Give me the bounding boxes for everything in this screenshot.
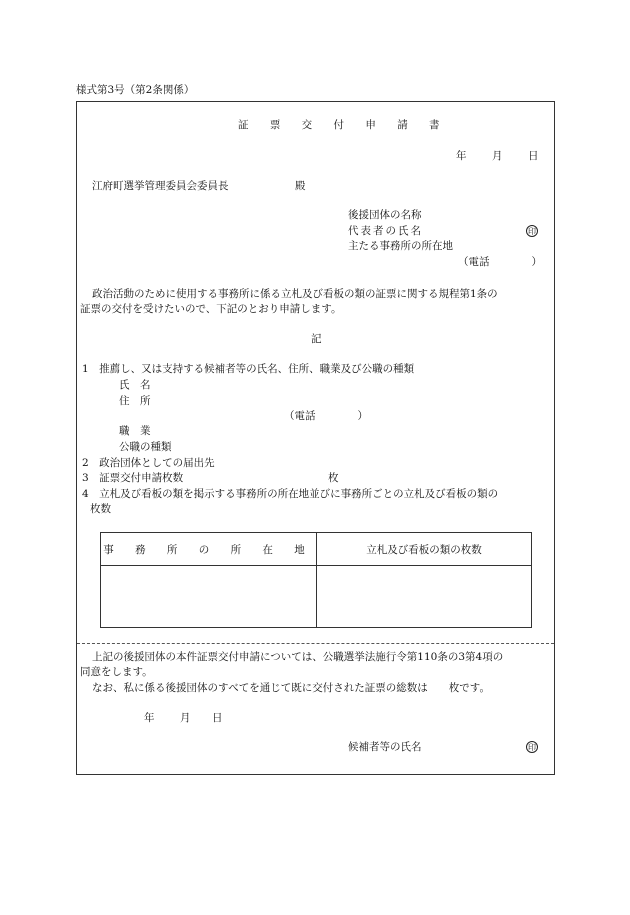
date-day: 日 <box>528 150 539 162</box>
ki-heading: 記 <box>311 333 322 345</box>
item-4-line1: 4 立札及び看板の類を掲示する事務所の所在地並びに事務所ごとの立札及び看板の類の <box>82 488 499 500</box>
table-header-office-location: 事 務 所 の 所 在 地 <box>101 533 317 566</box>
table-header-signboard-count: 立札及び看板の類の枚数 <box>317 533 532 566</box>
candidate-office-type-label: 公職の種類 <box>119 441 172 453</box>
candidate-name-label: 氏 名 <box>119 379 151 391</box>
item-1: 1 推薦し、又は支持する候補者等の氏名、住所、職業及び公職の種類 <box>82 363 415 375</box>
item-3: 3 証票交付申請枚数 <box>82 472 184 484</box>
consent-date-year: 年 <box>144 712 155 724</box>
item-2: 2 政治団体としての届出先 <box>82 457 215 469</box>
form-label: 様式第3号（第2条関係） <box>76 84 195 96</box>
date-month: 月 <box>492 150 503 162</box>
consent-line2: 同意をします。 <box>80 666 153 678</box>
consent-date-month: 月 <box>180 712 191 724</box>
org-name-label: 後援団体の名称 <box>348 209 422 221</box>
body-text-line2: 証票の交付を受けたいので、下記のとおり申請します。 <box>80 303 342 315</box>
consent-date-day: 日 <box>212 712 223 724</box>
rep-name-label: 代表者の氏名 <box>348 225 423 237</box>
office-address-label: 主たる事務所の所在地 <box>348 240 453 252</box>
candidate-address-label: 住 所 <box>119 395 151 407</box>
candidate-occupation-label: 職 業 <box>119 425 151 437</box>
document-title: 証 票 交 付 申 請 書 <box>238 119 449 131</box>
table-cell-signboard-count[interactable] <box>317 566 532 628</box>
applicant-phone-label: （電話 ） <box>458 256 542 268</box>
item-4-line2: 枚数 <box>90 503 111 515</box>
consent-line1: 上記の後援団体の本件証票交付申請については、公職選挙法施行令第110条の3第4項の <box>92 651 504 663</box>
consent-line3: なお、私に係る後援団体のすべてを通じて既に交付された証票の総数は 枚です。 <box>92 682 490 694</box>
seal-icon: 印 <box>528 743 536 752</box>
item-3-unit: 枚 <box>328 472 339 484</box>
table-header-row <box>101 533 532 566</box>
date-year: 年 <box>456 150 467 162</box>
candidate-name-signature-label: 候補者等の氏名 <box>348 741 422 753</box>
seal-icon: 印 <box>528 227 536 236</box>
table-cell-office-location[interactable] <box>101 566 317 628</box>
dashed-divider <box>77 643 554 644</box>
office-signboard-table <box>100 532 532 628</box>
addressee-honorific: 殿 <box>295 180 306 192</box>
table-row <box>101 566 532 628</box>
body-text-line1: 政治活動のために使用する事務所に係る立札及び看板の類の証票に関する規程第1条の <box>92 288 498 300</box>
addressee-name: 江府町選挙管理委員会委員長 <box>92 180 229 192</box>
candidate-phone-label: （電話 ） <box>284 410 368 422</box>
